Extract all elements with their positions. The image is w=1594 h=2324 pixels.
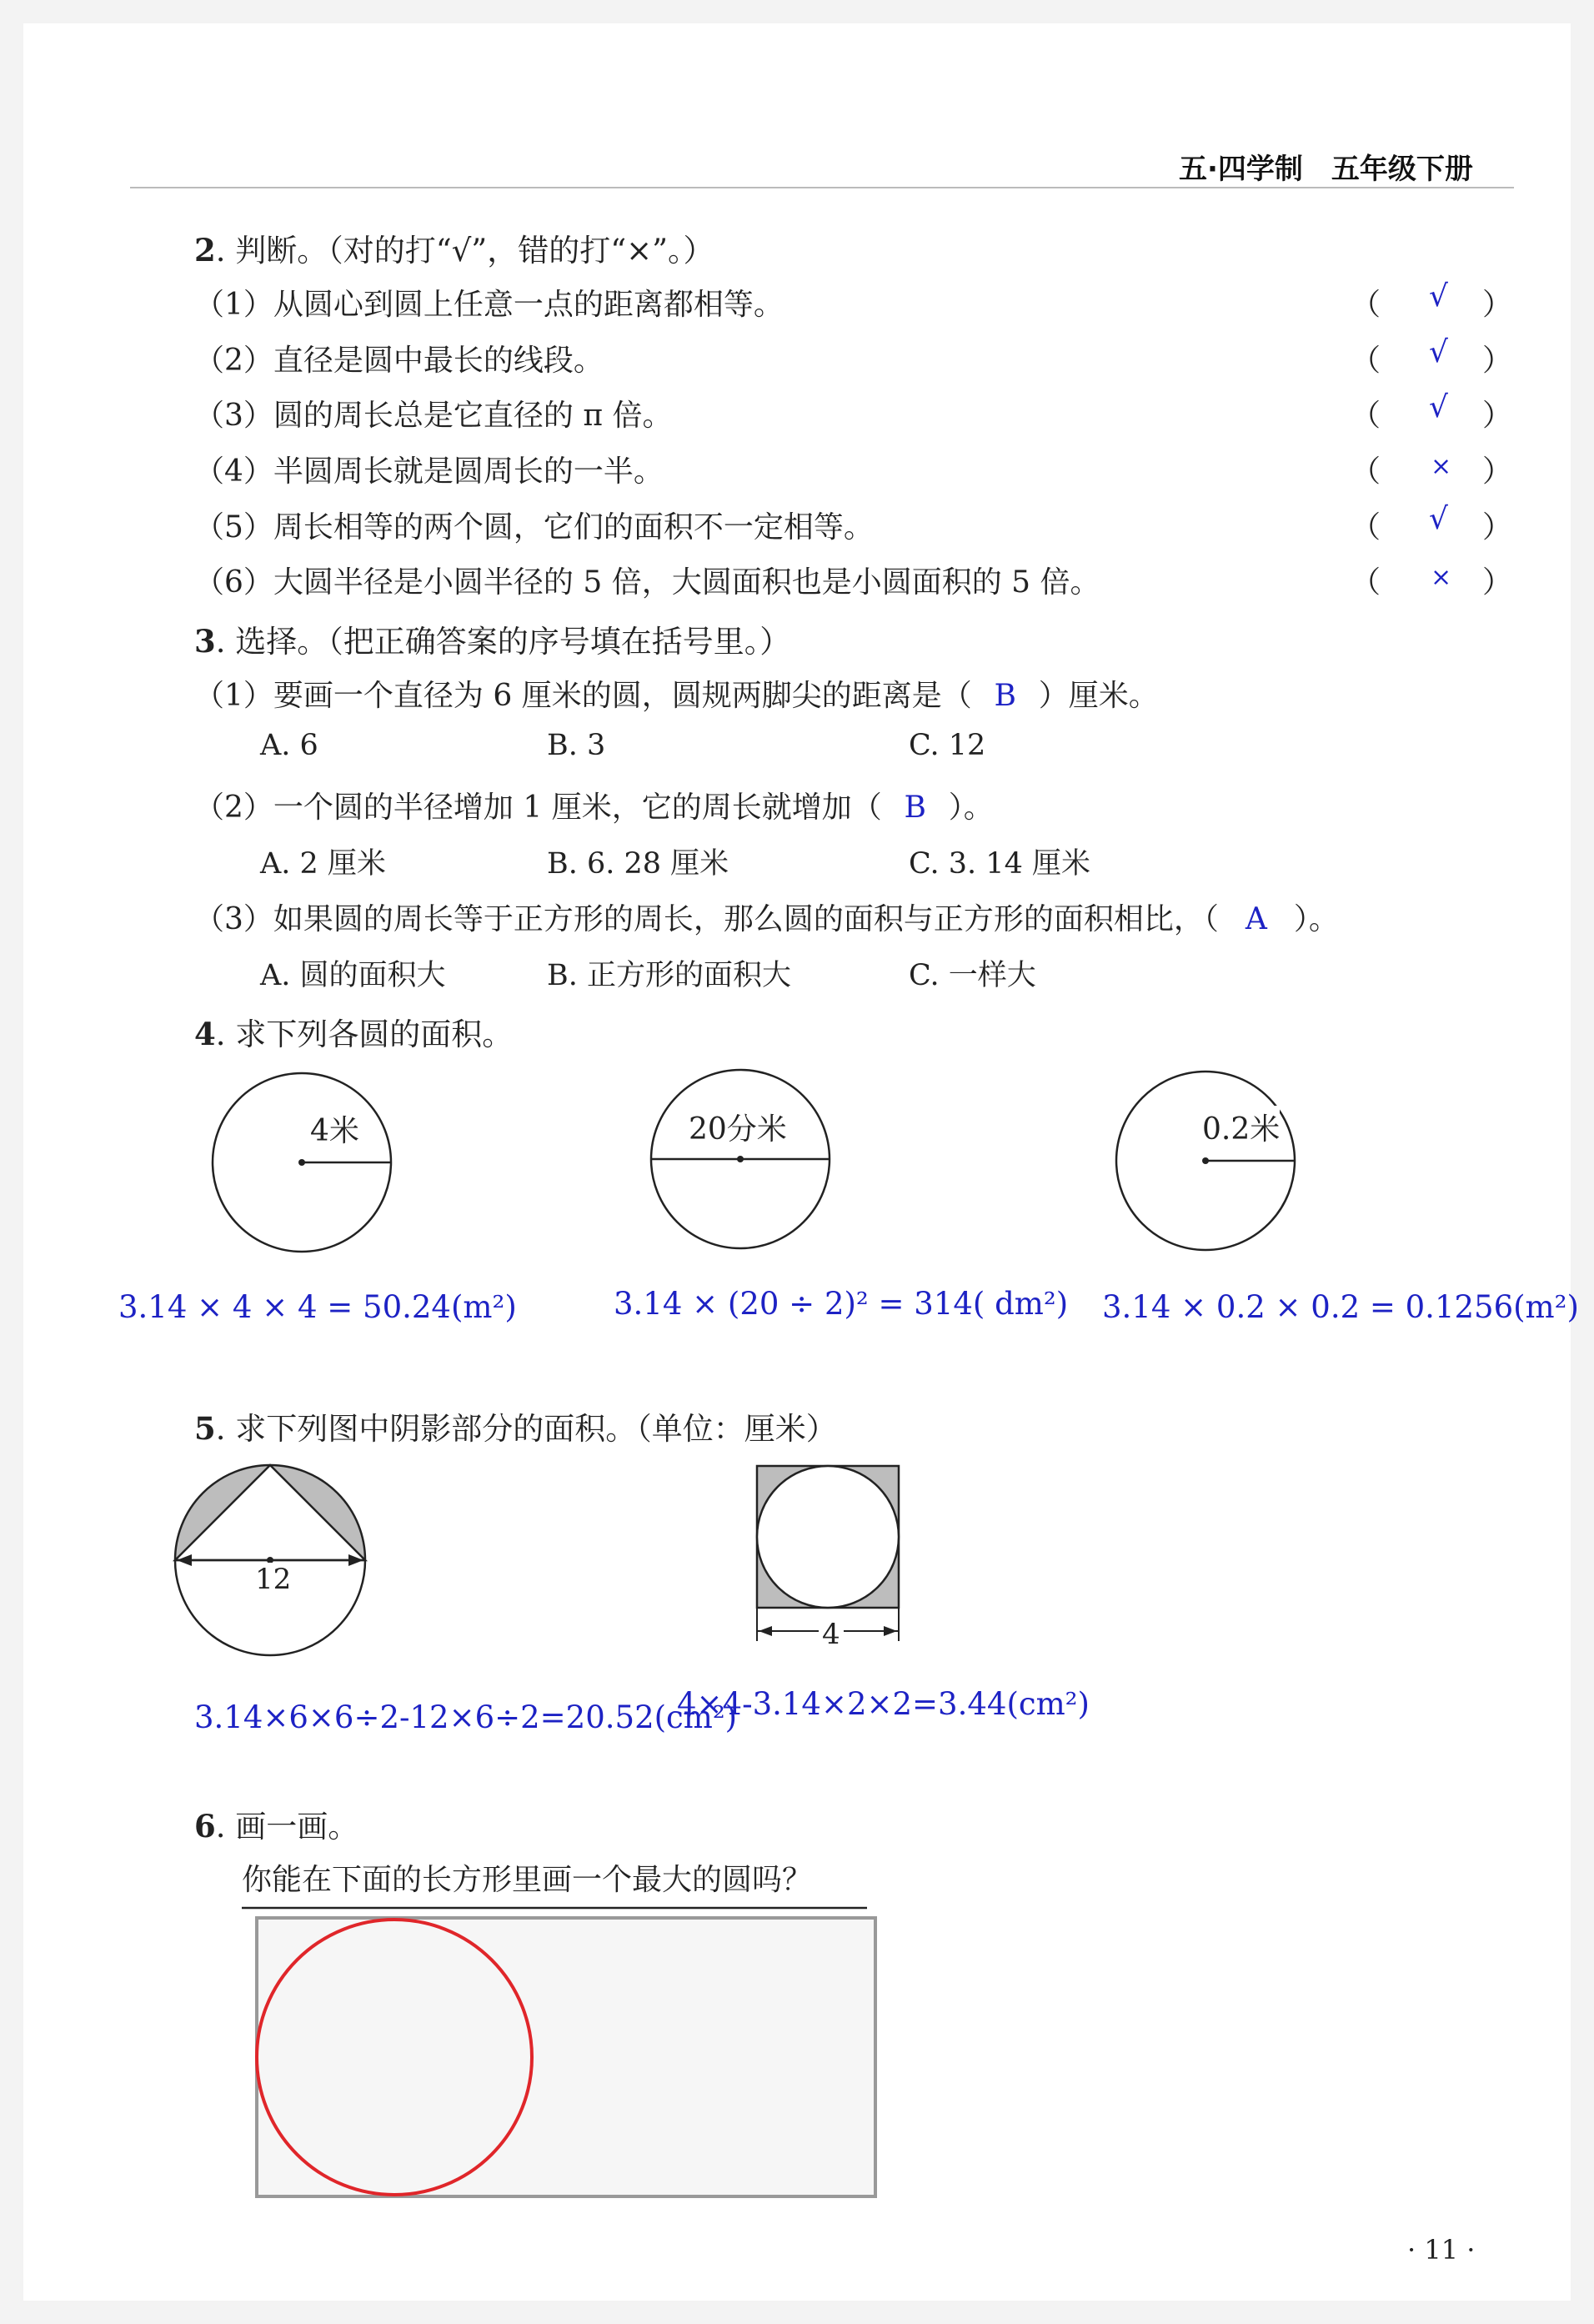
q6-rectangle	[257, 1918, 875, 2196]
q2-answer-3: √	[1429, 390, 1448, 424]
q2-answer-bracket: ）	[1482, 510, 1513, 545]
q3-option: B. 正方形的面积大	[547, 959, 791, 992]
q2-answer-4: ×	[1431, 452, 1452, 481]
q2-item: （5）周长相等的两个圆，它们的面积不一定相等。	[194, 510, 874, 545]
q3-number: 3	[194, 623, 216, 660]
q3-option: A. 6	[260, 729, 318, 762]
q2-answer-bracket: ）	[1482, 454, 1513, 489]
page-header-title: 五·四学制 五年级下册	[1179, 153, 1473, 186]
q5-arrow-right	[884, 1626, 897, 1636]
q3-heading: 3. 选择。（把正确答案的序号填在括号里。）	[194, 623, 791, 660]
q3-title: 选择。（把正确答案的序号填在括号里。）	[235, 624, 791, 660]
q2-answer-bracket: （	[1351, 344, 1381, 378]
q5-figure-2-label: 4	[819, 1618, 844, 1651]
q2-answer-2: √	[1429, 335, 1448, 369]
q3-item-3: （3）如果圆的周长等于正方形的周长，那么圆的面积与正方形的面积相比，（ A ）。	[194, 902, 1339, 936]
q2-answer-6: ×	[1431, 563, 1452, 592]
q2-answer-1: √	[1429, 279, 1448, 314]
q6-title: 画一画。	[235, 1809, 359, 1845]
q4-answer-1: 3.14 × 4 × 4 = 50.24(m²)	[118, 1289, 517, 1325]
q3-item-1: （1）要画一个直径为 6 厘米的圆，圆规两脚尖的距离是（ B ）厘米。	[194, 679, 1159, 713]
figures-layer	[23, 23, 1571, 2301]
q2-answer-bracket: ）	[1482, 565, 1513, 600]
q3-item-2: （2）一个圆的半径增加 1 厘米，它的周长就增加（ B ）。	[194, 791, 994, 825]
q5-arrow-left	[759, 1626, 772, 1636]
q5-number: 5	[194, 1410, 216, 1447]
q3-option: C. 3. 14 厘米	[909, 847, 1090, 881]
q5-answer-2: 4×4-3.14×2×2=3.44(cm²)	[677, 1686, 1090, 1722]
q3-answer-2: B	[904, 791, 926, 825]
q3-option: A. 圆的面积大	[260, 959, 446, 992]
q4-heading: 4. 求下列各圆的面积。	[194, 1016, 514, 1052]
q2-answer-bracket: （	[1351, 288, 1381, 322]
q6-prompt: 你能在下面的长方形里画一个最大的圆吗？	[242, 1863, 813, 1897]
q2-answer-bracket: ）	[1482, 288, 1513, 322]
page-number: · 11 ·	[1407, 2234, 1476, 2266]
q3-option: C. 12	[909, 729, 986, 762]
q4-circle-2-label: 20分米	[689, 1106, 787, 1148]
q2-item: （6）大圆半径是小圆半径的 5 倍，大圆面积也是小圆面积的 5 倍。	[194, 565, 1100, 600]
q4-circle-1-label: 4米	[310, 1107, 359, 1150]
q5-figure-1-label: 12	[255, 1563, 292, 1596]
q5-answer-1: 3.14×6×6÷2-12×6÷2=20.52(cm²)	[194, 1699, 738, 1735]
q3-option: C. 一样大	[909, 959, 1036, 992]
q2-item: （1）从圆心到圆上任意一点的距离都相等。	[194, 288, 784, 322]
q2-answer-bracket: ）	[1482, 399, 1513, 433]
q2-answer-bracket: （	[1351, 454, 1381, 489]
q4-answer-3: 3.14 × 0.2 × 0.2 = 0.1256(m²)	[1102, 1289, 1579, 1325]
q2-answer-bracket: （	[1351, 399, 1381, 433]
q2-heading: 2. 判断。（对的打“√”，错的打“×”。）	[194, 232, 714, 269]
q2-title: 判断。（对的打“√”，错的打“×”。）	[235, 233, 714, 269]
q6-heading: 6. 画一画。	[194, 1808, 359, 1845]
q2-answer-bracket: ）	[1482, 344, 1513, 378]
q4-number: 4	[194, 1016, 216, 1052]
q4-center-dot	[1202, 1157, 1209, 1164]
q3-answer-3: A	[1245, 902, 1267, 936]
q2-item: （2）直径是圆中最长的线段。	[194, 344, 604, 378]
q3-option: B. 6. 28 厘米	[547, 847, 729, 881]
q2-answer-bracket: （	[1351, 565, 1381, 600]
q4-circle-3-label: 0.2米	[1202, 1106, 1280, 1148]
q4-center-dot	[298, 1159, 305, 1166]
q5-title: 求下列图中阴影部分的面积。（单位：厘米）	[235, 1411, 837, 1447]
q3-answer-1: B	[994, 679, 1016, 713]
worksheet-page	[23, 23, 1579, 2301]
q6-number: 6	[194, 1808, 216, 1845]
q4-title: 求下列各圆的面积。	[235, 1016, 514, 1052]
q4-answer-2: 3.14 × (20 ÷ 2)² = 314( dm²)	[614, 1286, 1069, 1322]
q2-number: 2	[194, 232, 216, 269]
q2-answer-5: √	[1429, 502, 1448, 536]
q3-option: B. 3	[547, 729, 606, 762]
q3-option: A. 2 厘米	[260, 847, 386, 881]
q2-item: （3）圆的周长总是它直径的 π 倍。	[194, 399, 673, 433]
q5-inscribed-circle	[757, 1466, 899, 1608]
q2-answer-bracket: （	[1351, 510, 1381, 545]
q2-item: （4）半圆周长就是圆周长的一半。	[194, 454, 664, 489]
q5-heading: 5. 求下列图中阴影部分的面积。（单位：厘米）	[194, 1410, 837, 1447]
q4-center-dot	[737, 1156, 744, 1162]
